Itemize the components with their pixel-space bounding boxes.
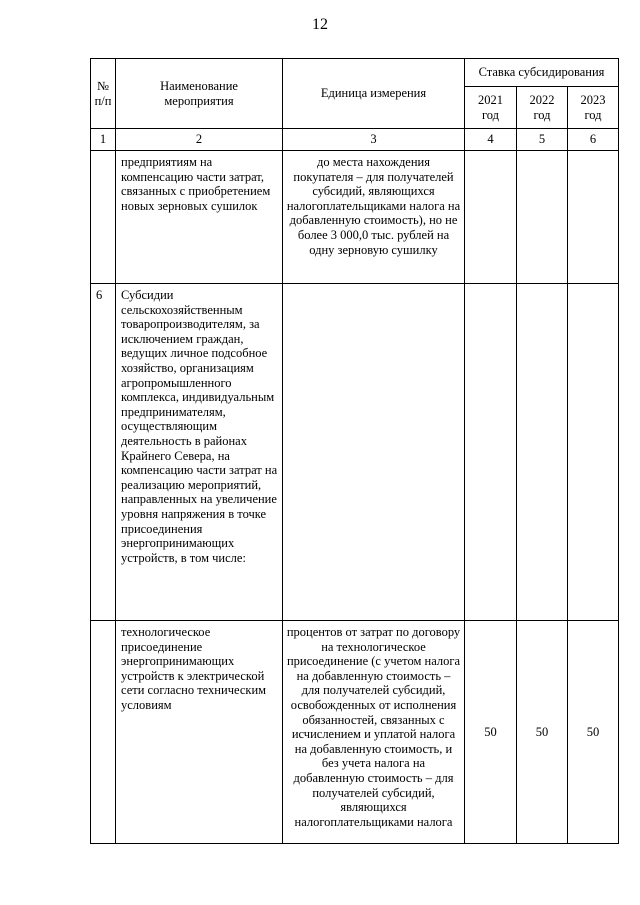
row-rate-2022 (517, 284, 568, 621)
row-rate-2022 (517, 151, 568, 284)
column-number: 5 (517, 129, 568, 151)
row-rate-2021: 50 (465, 621, 517, 844)
column-number: 4 (465, 129, 517, 151)
page-number: 12 (312, 16, 328, 33)
table-row (91, 151, 619, 284)
row-rate-2023 (568, 151, 619, 284)
row-name: технологическое присоединение энергопринимающих устройств к электрической сети согласно техническим условиям (116, 621, 283, 844)
table-row (91, 284, 619, 621)
header-year-2022: 2022 год (517, 87, 568, 129)
row-rate-2022: 50 (517, 621, 568, 844)
column-number: 6 (568, 129, 619, 151)
row-rate-2023: 50 (568, 621, 619, 844)
row-rate-2023 (568, 284, 619, 621)
row-name: предприятиям на компенсацию части затрат, связанных с приобретением новых зерновых сушилок (116, 151, 283, 284)
column-number: 2 (116, 129, 283, 151)
row-name: Субсидии сельскохозяйственным товаропроизводителям, за исключением граждан, ведущих личное подсобное хозяйство, организациям агропромышленного комплекса, индивидуальным предпринимателям, осуществляющим деятельность в районах Крайнего Севера, на компенсацию части затрат на реализацию мероприятий, направленных на увеличение уровня напряжения в точке присоединения энергопринимающих устройств, в том числе: (116, 284, 283, 621)
column-number: 1 (91, 129, 116, 151)
header-row (91, 59, 619, 87)
header-num: № п/п (91, 59, 116, 129)
row-rate-2021 (465, 151, 517, 284)
column-number: 3 (283, 129, 465, 151)
table-row (91, 621, 619, 844)
row-num: 6 (91, 284, 116, 621)
header-year-2023: 2023 год (568, 87, 619, 129)
row-rate-2021 (465, 284, 517, 621)
header-year-2021: 2021 год (465, 87, 517, 129)
row-num (91, 151, 116, 284)
header-rate-group: Ставка субсидирования (465, 59, 619, 87)
column-numbers-row (91, 129, 619, 151)
row-unit: процентов от затрат по договору на технологическое присоединение (с учетом налога на добавленную стоимость – для получателей субсидий, освобожденных от исполнения обязанностей, связанных с исчислением и уплатой налога на добавленную стоимость, и без учета налога на добавленную стоимость – для получателей субсидий, являющихся налогоплательщиками налога (283, 621, 465, 844)
row-num (91, 621, 116, 844)
row-unit (283, 284, 465, 621)
row-unit: до места нахождения покупателя – для получателей субсидий, являющихся налогоплательщиками налога на добавленную стоимость), но не более 3 000,0 тыс. рублей на одну зерновую сушилку (283, 151, 465, 284)
subsidy-rates-table (90, 58, 619, 844)
header-name: Наименование мероприятия (116, 59, 283, 129)
header-unit: Единица измерения (283, 59, 465, 129)
